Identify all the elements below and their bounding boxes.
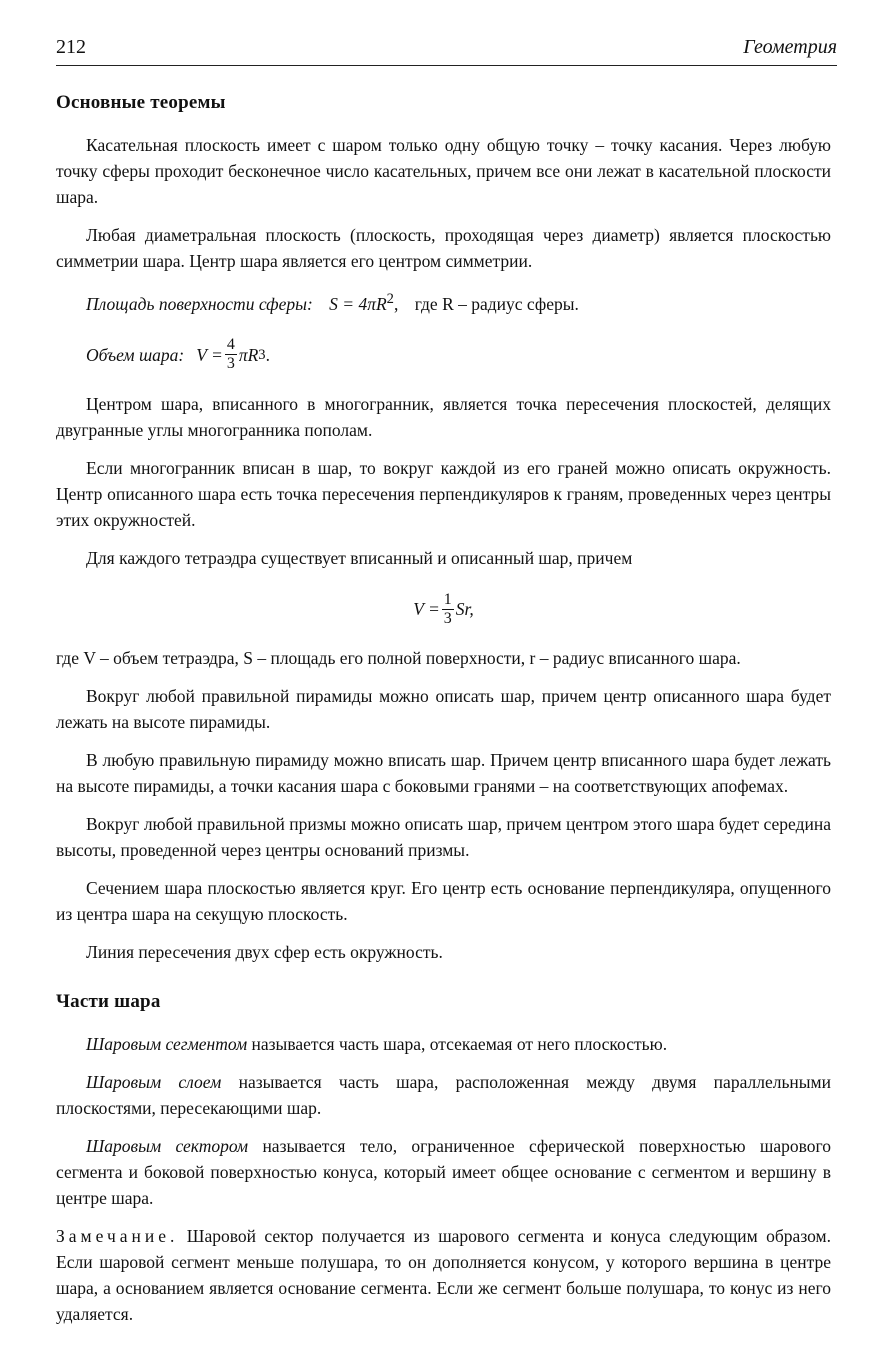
volume-lhs: V =: [196, 344, 223, 365]
tetra-fraction: [442, 591, 454, 628]
segment-definition: называется часть шара, отсекаемая от него плоскостью.: [247, 1033, 668, 1054]
term-layer: Шаровым слоем: [86, 1071, 222, 1092]
area-label: Площадь поверхности сферы:: [86, 293, 313, 314]
paragraph-inscribed-center: Центром шара, вписанного в многогранник, является точка пересечения плоскостей, делящих двугранные углы многогранника пополам.: [56, 393, 831, 440]
tetra-numerator: 1: [443, 591, 452, 609]
volume-fraction: [225, 336, 237, 373]
volume-exponent: 3: [258, 346, 266, 363]
volume-label: Объем шара:: [86, 344, 185, 365]
paragraph-pyramid-circumscribed: Вокруг любой правильной пирамиды можно описать шар, причем центр описанного шара будет лежать на высоте пирамиды.: [56, 685, 831, 732]
paragraph-spheres-intersection: Линия пересечения двух сфер есть окружность.: [86, 941, 443, 962]
tetra-denominator: 3: [443, 610, 452, 628]
ball-volume-formula: [86, 329, 831, 381]
tetra-rhs: Sr,: [455, 599, 474, 620]
page-body: [56, 92, 831, 1339]
page-header: [56, 36, 837, 66]
term-sector: Шаровым сектором: [86, 1135, 249, 1156]
tetrahedron-volume-formula: [56, 583, 831, 637]
paragraph-pyramid-inscribed: В любую правильную пирамиду можно вписать шар. Причем центр вписанного шара будет лежать на высоте пирамиды, а точки касания шара с боковыми гранями – на соответствующих апофемах.: [56, 749, 831, 796]
sector-definition: называется тело, ограниченное сферической поверхностью шарового сегмента и боковой поверхностью конуса, который имеет общее основание с сегментом и вершину в центре шара.: [56, 1135, 831, 1208]
area-tail: где R – радиус сферы.: [414, 293, 579, 314]
volume-rhs: πR: [238, 344, 259, 365]
paragraph-section: Сечением шара плоскостью является круг. Его центр есть основание перпендикуляра, опущенного из центра шара на секущую плоскость.: [56, 877, 831, 924]
running-title: Геометрия: [743, 36, 837, 58]
paragraph-segment: [56, 1031, 831, 1057]
page-number: 212: [56, 36, 86, 58]
volume-denominator: 3: [226, 355, 235, 373]
paragraph-circumscribed-center: Если многогранник вписан в шар, то вокруг каждой из его граней можно описать окружность. Центр описанного шара есть точка пересечения перпендикуляров к граням, проведенных через центры этих окружностей.: [56, 457, 831, 530]
section-heading-main-theorems: Основные теоремы: [56, 92, 226, 113]
tetra-lhs: V =: [413, 599, 440, 620]
paragraph-tetrahedron: Для каждого тетраэдра существует вписанный и описанный шар, причем: [86, 547, 633, 568]
volume-end: .: [265, 344, 270, 365]
area-exponent: 2: [386, 291, 394, 307]
term-segment: Шаровым сегментом: [86, 1033, 248, 1054]
remark-text: Шаровой сектор получается из шарового сегмента и конуса следующим образом. Если шаровой сегмент меньше полушара, то он дополняется конусом, у которого вершина в центре шара, а основанием является основание сегмента. Если же сегмент больше полушара, то конус из него удаляется.: [56, 1225, 831, 1324]
paragraph-sector: [56, 1133, 831, 1211]
paragraph-prism: Вокруг любой правильной призмы можно описать шар, причем центром этого шара будет середина высоты, проведенной через центры оснований призмы.: [56, 813, 831, 860]
layer-definition: называется часть шара, расположенная между двумя параллельными плоскостями, пересекающими шар.: [56, 1071, 831, 1118]
section-heading-parts-of-ball: Части шара: [56, 990, 161, 1012]
paragraph-layer: [56, 1069, 831, 1121]
volume-numerator: 4: [226, 336, 235, 354]
paragraph-remark: [56, 1223, 831, 1327]
area-comma: ,: [393, 293, 399, 314]
sphere-area-formula: [86, 286, 831, 317]
paragraph-tangent-plane: Касательная плоскость имеет с шаром только одну общую точку – точку касания. Через любую точку сферы проходит бесконечное число касательных, причем все они лежат в касательной плоскости шара.: [56, 135, 831, 207]
paragraph-diametral-plane: Любая диаметральная плоскость (плоскость, проходящая через диаметр) является плоскостью симметрии шара. Центр шара является его центром симметрии.: [56, 225, 831, 271]
area-lhs: S = 4πR: [329, 293, 387, 314]
remark-word: Замечание.: [56, 1225, 179, 1246]
paragraph-tetra-legend: где V – объем тетраэдра, S – площадь его полной поверхности, r – радиус вписанного шара.: [56, 647, 741, 668]
